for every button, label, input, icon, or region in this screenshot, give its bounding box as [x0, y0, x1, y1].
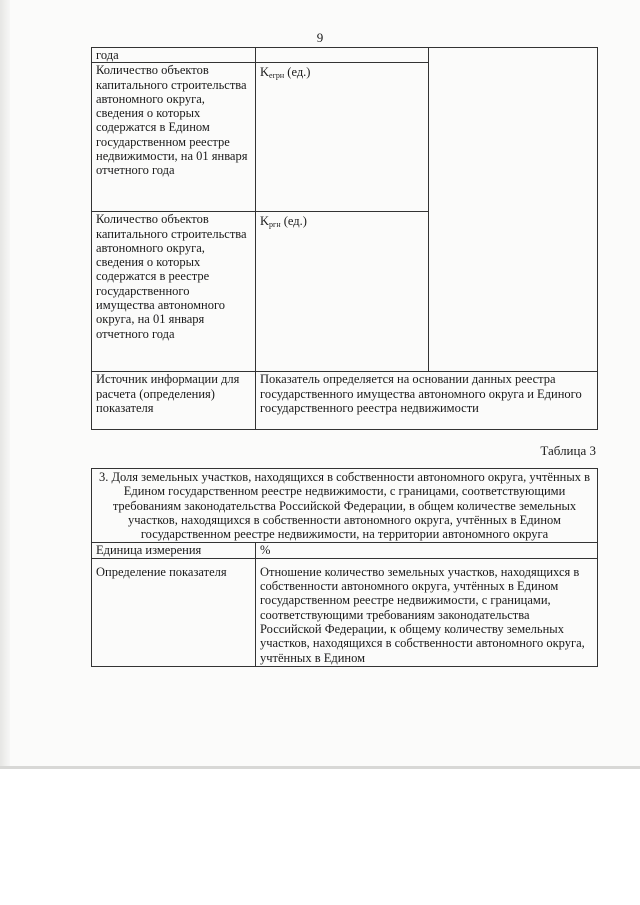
table-row — [92, 543, 598, 558]
source-value: Показатель определяется на основании данных реестра государственного имущества автономного округа и Единого государственного реестра недвижимости — [256, 372, 598, 430]
row-label: года — [92, 48, 256, 63]
table-row — [92, 372, 598, 430]
variable-cell — [256, 212, 429, 372]
definition-value: Отношение количество земельных участков, находящихся в собственности автономного округа, учтённых в Едином государственном реестре недвижимости, с границами, соответствующими требованиям законодательства Российской Федерации, к общему количеству земельных участков, находящихся в собственности автономного округа, учтённых в Едином — [256, 558, 598, 666]
scan-left-edge — [0, 0, 10, 768]
source-label: Источник информации для расчета (определения) показателя — [92, 372, 256, 430]
variable-unit: (ед.) — [284, 65, 311, 80]
unit-label: Единица измерения — [92, 543, 256, 558]
table-row — [92, 469, 598, 543]
variable-unit: (ед.) — [280, 214, 307, 229]
table-caption: Таблица 3 — [540, 443, 596, 458]
table-row — [92, 558, 598, 666]
scan-bottom-edge — [0, 766, 640, 769]
table-row — [92, 48, 598, 63]
variable-subscript: ргн — [269, 220, 281, 230]
formula-cell — [429, 48, 598, 372]
unit-value: % — [256, 543, 598, 558]
row-label: Количество объектов капитального строительства автономного округа, сведения о которых содержатся в реестре государственного имущества автономного округа, на 01 января отчетного года — [92, 212, 256, 372]
page-number: 9 — [316, 30, 324, 45]
variable-symbol: K — [260, 65, 270, 80]
indicator-table-continued — [91, 47, 598, 430]
variable-cell — [256, 63, 429, 212]
row-label: Количество объектов капитального строительства автономного округа, сведения о которых содержатся в Едином государственном реестре недвижимости, на 01 января отчетного года — [92, 63, 256, 212]
variable-subscript: егрн — [269, 71, 285, 81]
indicator-title: 3. Доля земельных участков, находящихся в собственности автономного округа, учтённых в Едином государственном реестре недвижимости, с границами, соответствующими требованиям законодательства Российской Федерации, в общем количестве земельных участков, находящихся в собственности автономного округа, учтённых в Едином государственном реестре недвижимости, на территории автономного округа — [92, 469, 598, 543]
variable-symbol: K — [260, 214, 270, 229]
definition-label: Определение показателя — [92, 558, 256, 666]
row-value — [256, 48, 429, 63]
indicator-table-3 — [91, 468, 598, 667]
